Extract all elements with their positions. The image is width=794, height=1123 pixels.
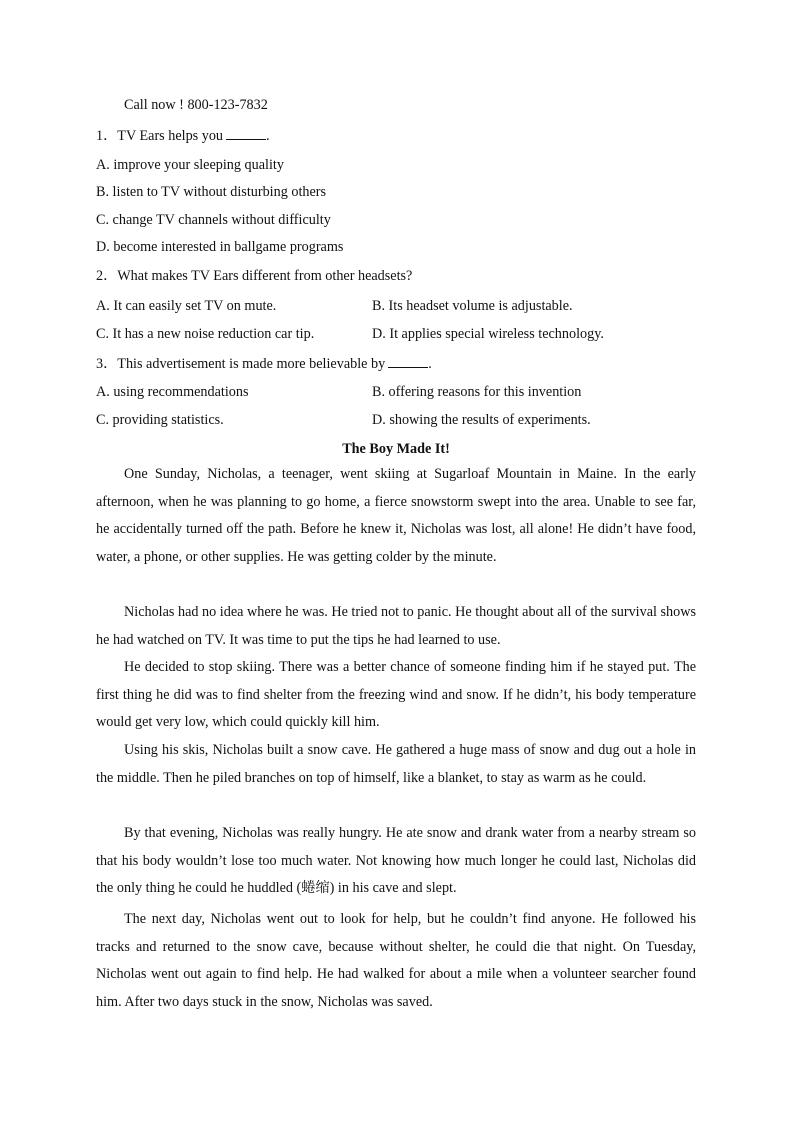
question-1-option-b: B. listen to TV without disturbing others <box>96 184 327 200</box>
question-3-stem <box>96 354 432 373</box>
question-stem-text: 3．This advertisement is made more believable by <box>96 356 386 372</box>
ad-call-line: Call now ! 800-123-7832 <box>124 97 268 113</box>
question-1-option-d: D. become interested in ballgame programs <box>96 239 344 255</box>
answer-blank <box>388 354 428 368</box>
story-title: The Boy Made It! <box>342 441 450 457</box>
question-stem-text: 1．TV Ears helps you <box>96 128 224 144</box>
question-stem-end: . <box>428 356 432 372</box>
question-2-stem: 2．What makes TV Ears different from other headsets? <box>96 268 413 284</box>
question-3-option-d: D. showing the results of experiments. <box>372 412 591 428</box>
story-paragraph: He decided to stop skiing. There was a better chance of someone finding him if he stayed put. The first thing he did was to find shelter from the freezing wind and snow. If he didn’t, his body temperature would get very low, which could quickly kill him. <box>96 659 696 731</box>
answer-blank <box>226 126 266 140</box>
question-1-stem <box>96 126 270 145</box>
question-1-option-c: C. change TV channels without difficulty <box>96 212 331 228</box>
question-2-option-c: C. It has a new noise reduction car tip. <box>96 326 315 342</box>
question-2-option-a: A. It can easily set TV on mute. <box>96 298 277 314</box>
story-paragraph: The next day, Nicholas went out to look for help, but he couldn’t find anyone. He followed his tracks and returned to the snow cave, because without shelter, he could die that night. On Tuesday, Nicholas went out again to find help. He had walked for about a mile when a volunteer searcher found him. After two days stuck in the snow, Nicholas was saved. <box>96 911 696 1010</box>
question-3-option-a: A. using recommendations <box>96 384 249 400</box>
story-paragraph: One Sunday, Nicholas, a teenager, went skiing at Sugarloaf Mountain in Maine. In the early afternoon, when he was planning to go home, a fierce snowstorm swept into the area. Unable to see far, he accidentally turned off the path. Before he knew it, Nicholas was lost, all alone! He didn’t have food, water, a phone, or other supplies. He was getting colder by the minute. <box>96 466 696 565</box>
story-paragraph: Using his skis, Nicholas built a snow cave. He gathered a huge mass of snow and dug out a hole in the middle. Then he piled branches on top of himself, like a blanket, to stay as warm as he could. <box>96 742 696 786</box>
question-3-option-c: C. providing statistics. <box>96 412 224 428</box>
question-stem-end: . <box>266 128 270 144</box>
question-2-option-b: B. Its headset volume is adjustable. <box>372 298 573 314</box>
question-2-option-d: D. It applies special wireless technology. <box>372 326 604 342</box>
question-3-option-b: B. offering reasons for this invention <box>372 384 582 400</box>
story-paragraph: Nicholas had no idea where he was. He tried not to panic. He thought about all of the survival shows he had watched on TV. It was time to put the tips he had learned to use. <box>96 604 696 648</box>
story-paragraph: By that evening, Nicholas was really hungry. He ate snow and drank water from a nearby stream so that his body wouldn’t lose too much water. Not knowing how much longer he could last, Nicholas did the only thing he could he huddled (蜷缩) in his cave and slept. <box>96 825 696 897</box>
question-1-option-a: A. improve your sleeping quality <box>96 157 284 173</box>
